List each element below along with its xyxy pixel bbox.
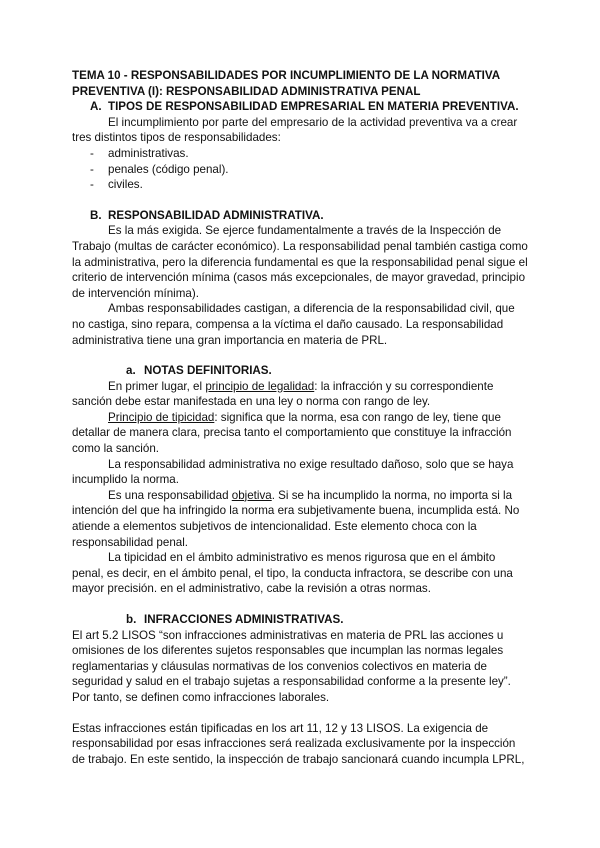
subsection-b-label: b. (126, 613, 137, 626)
subsection-a-heading (126, 363, 528, 379)
legality-paragraph (72, 379, 528, 410)
text-run: . Si se ha incumplido la norma, no importa si la intención del que ha infringido la norma era subjetivamente buena, incumplida está. No atiende a elementos subjetivos de intencionalidad. Este elemento choca con la responsabilidad penal. (72, 488, 520, 549)
subsection-a-label: a. (126, 364, 136, 378)
section-a-intro: El incumplimiento por parte del empresario de la actividad preventiva va a crear tres distintos tipos de responsabilidades: (72, 115, 518, 145)
paragraph-gap (72, 706, 528, 721)
typicity-comparison-paragraph: La tipicidad en el ámbito administrativo es menos rigurosa que en el ámbito penal, es decir, en el ámbito penal, el tipo, la conducta infractora, se describe con una mayor precisión. en el administrativo, cabe la revisión a otras normas. (72, 551, 513, 596)
objective-paragraph (72, 488, 528, 550)
no-harm-paragraph: La responsabilidad administrativa no exige resultado dañoso, solo que se haya incumplido la norma. (72, 457, 514, 487)
list-item: - penales (código penal). (90, 162, 528, 178)
document-title: TEMA 10 - RESPONSABILIDADES POR INCUMPLIMIENTO DE LA NORMATIVA PREVENTIVA (I): RESPONSABILIDAD ADMINISTRATIVA PENAL (72, 69, 500, 98)
text-run: : la infracción y su correspondiente sanción debe estar manifestada en una ley o norma con rango de ley. (72, 379, 494, 409)
typicity-paragraph (72, 410, 528, 457)
section-b-paragraph-2: Ambas responsabilidades castigan, a diferencia de la responsabilidad civil, que no castiga, sino repara, compensa a la víctima el daño causado. La responsabilidad administrativa tiene una gran importancia en materia de PRL. (72, 302, 515, 347)
subsection-b-heading (126, 612, 528, 628)
principle-of-typicity: Principio de tipicidad (108, 410, 215, 424)
responsibility-types-list (72, 146, 528, 193)
section-b-heading (90, 208, 528, 224)
document-body (72, 68, 528, 767)
subsection-a-title: NOTAS DEFINITORIAS. (144, 364, 272, 378)
lisos-typification-paragraph: Estas infracciones están tipificadas en los art 11, 12 y 13 LISOS. La exigencia de responsabilidad por esas infracciones será realizada exclusivamente por la inspección de trabajo. En este sentido, la inspección de trabajo sancionará cuando incumpla LPRL, (72, 721, 525, 766)
lisos-definition-paragraph: El art 5.2 LISOS “son infracciones administrativas en materia de PRL las acciones u omisiones de los diferentes sujetos responsables que incumplan las normas legales reglamentarias y cláusulas normativas de los convenios colectivos en materia de seguridad y salud en el trabajo sujetas a responsabilidad conforme a la presente ley”. Por tanto, se definen como infracciones laborales. (72, 628, 511, 704)
section-a-heading (90, 99, 528, 115)
objective-term: objetiva (231, 488, 272, 502)
section-b-paragraph-1: Es la más exigida. Se ejerce fundamentalmente a través de la Inspección de Trabajo (multas de carácter económico). La responsabilidad penal también castiga como la administrativa, pero la diferencia fundamental es que la responsabilidad penal sigue el criterio de intervención mínima (casos más excepcionales, de mayor gravedad, principio de intervención mínima). (72, 224, 528, 300)
list-item: - civiles. (90, 177, 528, 193)
subsection-b-title: INFRACCIONES ADMINISTRATIVAS. (144, 613, 344, 626)
list-item: - administrativas. (90, 146, 528, 162)
text-run: En primer lugar, el (108, 379, 206, 393)
section-b-title: RESPONSABILIDAD ADMINISTRATIVA. (108, 208, 324, 222)
principle-of-legality: principio de legalidad (205, 379, 315, 393)
text-run: Es una responsabilidad (108, 488, 232, 502)
text-run: : significa que la norma, esa con rango de ley, tiene que detallar de manera clara, precisa tanto el comportamiento que constituye la infracción como la sanción. (72, 410, 512, 456)
section-a-title: TIPOS DE RESPONSABILIDAD EMPRESARIAL EN MATERIA PREVENTIVA. (108, 100, 519, 114)
section-a-label: A. (90, 100, 102, 114)
section-b-label: B. (90, 208, 102, 222)
